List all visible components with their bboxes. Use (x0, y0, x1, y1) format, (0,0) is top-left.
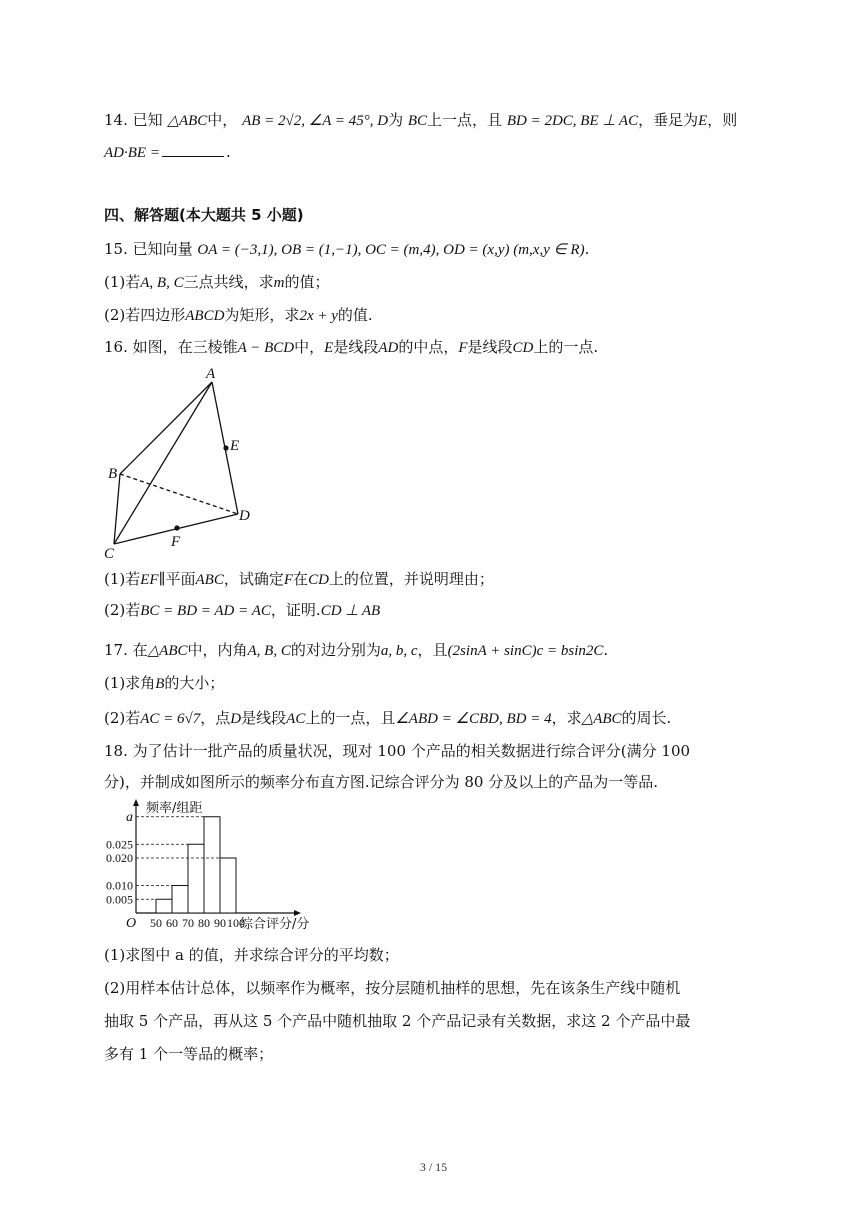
label-c: C (104, 546, 115, 562)
x-tick-label: 80 (198, 916, 210, 930)
condition-2: BD = 2DC, BE ⊥ AC (506, 113, 639, 129)
edge-bc (114, 474, 120, 544)
q18-part2-line3: 多有 1 个一等品的概率； (104, 1045, 274, 1063)
label-d: D (239, 508, 250, 524)
q18-part1: (1)求图中 a 的值，并求综合评分的平均数； (104, 946, 399, 964)
x-axis-arrow (294, 910, 301, 916)
q17-part2: (2)若AC = 6√7，点D是线段AC上的一点，且∠ABD = ∠CBD, BD = 4，求△ABC的周长. (104, 709, 672, 727)
y-tick-label: 0.010 (106, 878, 133, 893)
point-f (174, 525, 179, 530)
q14-line1: 14. 已知 △ABC中， AB = 2√2, ∠A = 45°, D为 BC上一点，且 BD = 2DC, BE ⊥ AC，垂足为E，则 (104, 111, 738, 129)
x-tick-label: 70 (182, 916, 194, 930)
x-tick-label: 50 (150, 916, 162, 930)
bar (188, 844, 204, 913)
bar (204, 817, 220, 913)
q18-line2: 分)，并制成如图所示的频率分布直方图.记综合评分为 80 分及以上的产品为一等品. (104, 773, 659, 791)
tetrahedron-figure (100, 364, 270, 564)
y-tick-label: 0.005 (106, 892, 133, 907)
edge-ac (114, 382, 212, 544)
q15-part1: (1)若A, B, C三点共线，求m的值； (104, 273, 330, 291)
point-e (223, 445, 228, 450)
x-tick-label: 90 (214, 916, 226, 930)
y-tick-label: a (126, 809, 133, 825)
q18-part2-line1: (2)用样本估计总体，以频率作为概率，按分层随机抽样的思想，先在该条生产线中随机 (104, 979, 681, 997)
edge-ab (120, 382, 212, 474)
q14-line2: AD·BE = . (104, 143, 231, 161)
q18-part2-line2: 抽取 5 个产品，再从这 5 个产品中随机抽取 2 个产品记录有关数据，求这 2 个产品中最 (104, 1012, 691, 1030)
label-e: E (230, 438, 240, 454)
section-title: 四、解答题(本大题共 5 小题) (104, 206, 304, 224)
q16-part1: (1)若EF∥平面ABC，试确定F在CD上的位置，并说明理由； (104, 570, 494, 588)
q17-part1: (1)求角B的大小； (104, 674, 225, 692)
q15-line1: 15. 已知向量 OA = (−3,1), OB = (1,−1), OC = (m,4), OD = (x,y) (m,x,y ∈ R). (104, 240, 590, 258)
dot-product-expr: AD·BE = (104, 145, 160, 161)
label-a: A (206, 366, 216, 382)
x-axis-label: 综合评分/分 (240, 917, 310, 932)
y-axis-arrow (133, 799, 139, 806)
vectors: OA = (−3,1), OB = (1,−1), OC = (m,4), OD = (x,y) (m,x,y ∈ R) (197, 242, 585, 258)
frequency-histogram (100, 798, 340, 936)
label-b: B (108, 466, 118, 482)
y-axis-label: 频率/组距 (146, 801, 203, 816)
q15-part2: (2)若四边形ABCD为矩形，求2x + y的值. (104, 306, 373, 324)
bar (156, 899, 172, 913)
q16-part2: (2)若BC = BD = AD = AC，证明.CD ⊥ AB (104, 601, 381, 619)
x-tick-label: 60 (166, 916, 178, 930)
condition-1: AB = 2√2, ∠A = 45°, D (242, 113, 389, 129)
triangle-abc: △ABC (167, 113, 208, 129)
bar (172, 886, 188, 914)
y-tick-label: 0.025 (106, 837, 133, 852)
answer-blank (162, 142, 224, 157)
label-f: F (171, 534, 181, 550)
q16-line1: 16. 如图，在三棱锥A − BCD中，E是线段AD的中点，F是线段CD上的一点. (104, 338, 599, 356)
q17-line1: 17. 在△ABC中，内角A, B, C的对边分别为a, b, c，且(2sinA + sinC)c = bsin2C. (104, 641, 609, 659)
bar (220, 858, 236, 913)
page-number: 3 / 15 (419, 1160, 448, 1174)
q18-line1: 18. 为了估计一批产品的质量状况，现对 100 个产品的相关数据进行综合评分(满分 100 (104, 742, 691, 760)
x-tick-label: 100 (227, 916, 245, 930)
edge-bd-hidden (120, 474, 238, 514)
y-tick-label: 0.020 (106, 851, 133, 865)
origin-label: O (126, 916, 137, 931)
